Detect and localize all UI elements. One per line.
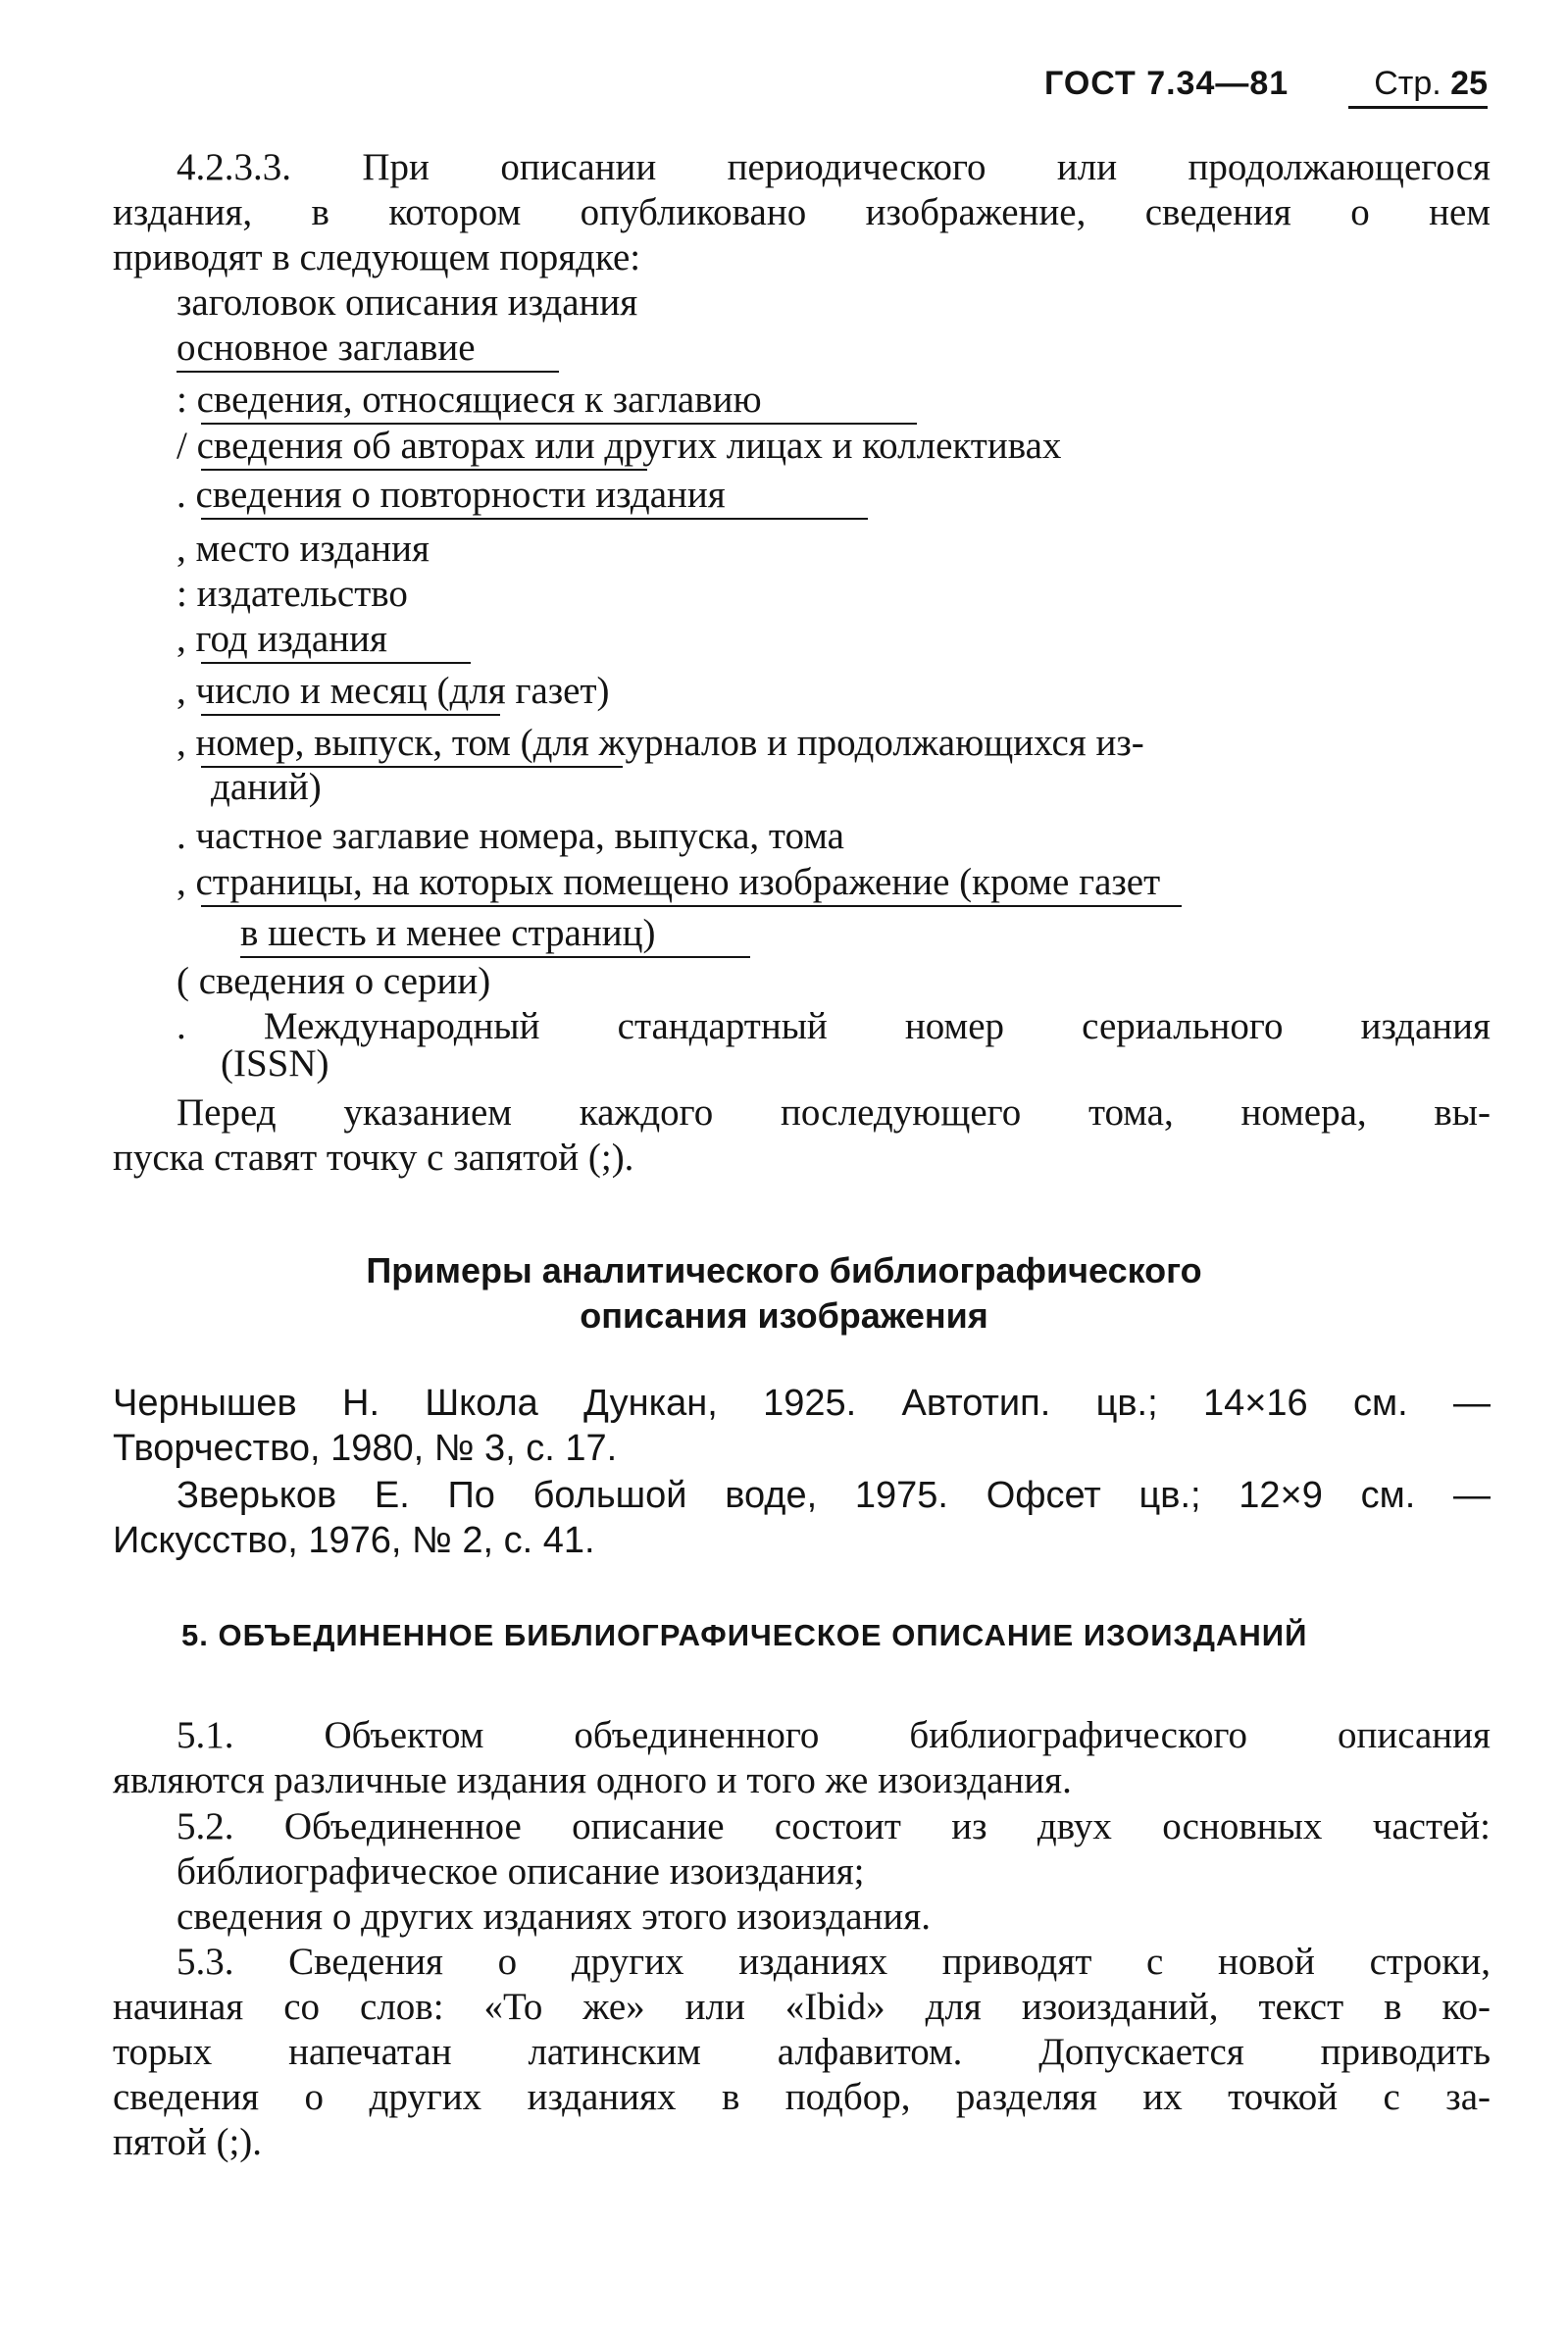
before-volume-line-1: Перед указанием каждого последующего тома, номера, вы- — [177, 1091, 1491, 1134]
scheme-date: , число и месяц (для газет) — [177, 670, 610, 712]
examples-heading-line-2: описания изображения — [580, 1295, 988, 1336]
example-2-line-1: Зверьков Е. По большой воде, 1975. Офсет цв.; 12×9 см. — — [177, 1475, 1491, 1516]
underline-edition — [201, 518, 868, 520]
scheme-part-title: . частное заглавие номера, выпуска, тома — [177, 815, 844, 857]
scheme-title-info: : сведения, относящиеся к заглавию — [177, 379, 762, 421]
scheme-issn: . Международный стандартный номер сериального издания — [177, 1005, 1491, 1047]
page-number: 25 — [1450, 65, 1488, 102]
section-5-line-1: 5.1. Объектом объединенного библиографического описания — [177, 1714, 1491, 1756]
underline-main-title — [177, 371, 559, 373]
underline-pages-2 — [240, 956, 750, 958]
intro-line-3: приводят в следующем порядке: — [113, 236, 641, 278]
scheme-issn-abbrev: (ISSN) — [221, 1042, 329, 1085]
section-5-line-5: сведения о других изданиях этого изоиздания. — [177, 1896, 931, 1938]
section-5-title: 5. ОБЪЕДИНЕННОЕ БИБЛИОГРАФИЧЕСКОЕ ОПИСАНИЕ ИЗОИЗДАНИЙ — [181, 1618, 1308, 1652]
example-2-line-2: Искусство, 1976, № 2, с. 41. — [113, 1520, 595, 1561]
section-5-line-9: сведения о других изданиях в подбор, разделяя их точкой с за- — [113, 2076, 1491, 2118]
scheme-heading-of-description: заголовок описания издания — [177, 281, 638, 324]
section-5-line-3: 5.2. Объединенное описание состоит из двух основных частей: — [177, 1805, 1491, 1847]
header-rule — [1348, 106, 1488, 109]
section-5-line-10: пятой (;). — [113, 2121, 263, 2163]
scheme-issue: , номер, выпуск, том (для журналов и продолжающихся из- — [177, 722, 1144, 764]
section-5-line-4: библиографическое описание изоиздания; — [177, 1850, 865, 1893]
section-5-line-7: начиная со слов: «То же» или «Ibid» для изоизданий, текст в ко- — [113, 1986, 1491, 2028]
page-number-label — [1374, 65, 1488, 103]
underline-pages-1 — [201, 905, 1182, 907]
section-5-line-2: являются различные издания одного и того же изоиздания. — [113, 1759, 1072, 1801]
scheme-issue-continued: даний) — [211, 766, 322, 808]
scheme-edition: . сведения о повторности издания — [177, 474, 726, 516]
intro-line-2: издания, в котором опубликовано изображение, сведения о нем — [113, 191, 1491, 233]
scheme-place: , место издания — [177, 528, 430, 570]
scheme-publisher: : издательство — [177, 573, 408, 615]
section-5-line-6: 5.3. Сведения о других изданиях приводят с новой строки, — [177, 1941, 1491, 1983]
page-word: Стр. — [1374, 65, 1442, 102]
examples-heading-line-1: Примеры аналитического библиографического — [366, 1250, 1202, 1290]
scheme-series: ( сведения о серии) — [177, 960, 491, 1002]
scheme-authors: / сведения об авторах или других лицах и коллективах — [177, 425, 1062, 467]
scheme-year: , год издания — [177, 618, 387, 660]
section-5-line-8: торых напечатан латинским алфавитом. Допускается приводить — [113, 2031, 1491, 2073]
page-header — [1044, 59, 1488, 108]
example-1-line-2: Творчество, 1980, № 3, с. 17. — [113, 1428, 618, 1469]
underline-year — [201, 662, 471, 664]
standard-code: ГОСТ 7.34—81 — [1044, 65, 1290, 102]
scheme-main-title: основное заглавие — [177, 327, 476, 369]
before-volume-line-2: пуска ставят точку с запятой (;). — [113, 1137, 634, 1179]
scheme-pages-continued: в шесть и менее страниц) — [240, 912, 656, 954]
scheme-pages: , страницы, на которых помещено изображение (кроме газет — [177, 861, 1161, 903]
underline-date — [201, 714, 500, 716]
underline-authors — [201, 469, 647, 471]
example-1-line-1: Чернышев Н. Школа Дункан, 1925. Автотип. цв.; 14×16 см. — — [113, 1383, 1491, 1424]
intro-line-1: 4.2.3.3. При описании периодического или продолжающегося — [177, 146, 1491, 188]
